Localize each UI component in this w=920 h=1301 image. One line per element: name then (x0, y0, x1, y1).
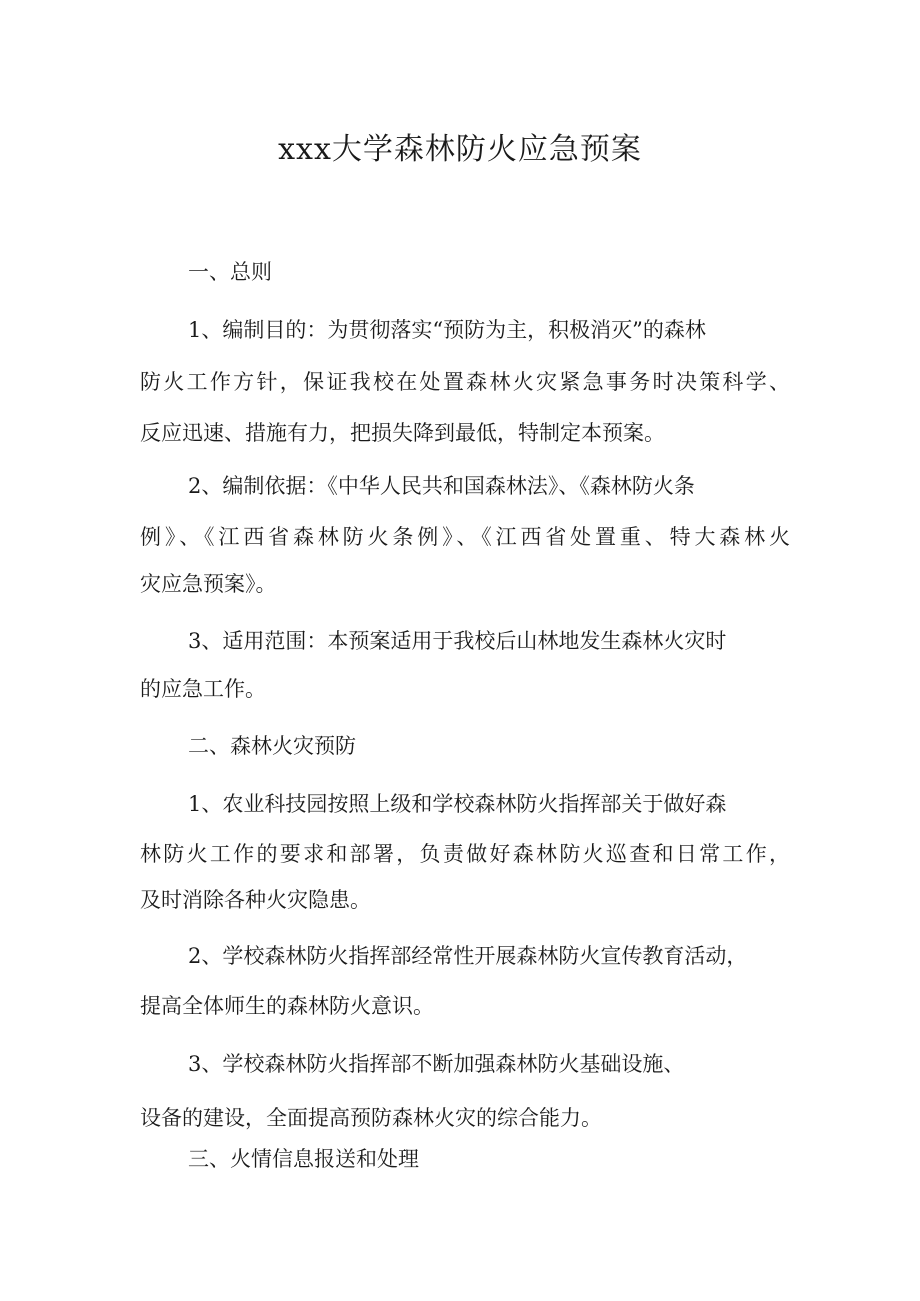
paragraph-line: 设备的建设，全面提高预防森林火灾的综合能力。 (140, 1106, 602, 1130)
section-heading-fire-reporting: 三、火情信息报送和处理 (188, 1147, 419, 1171)
paragraph-line: 3、学校森林防火指挥部不断加强森林防火基础设施、 (188, 1052, 685, 1076)
document-title: xxx大学森林防火应急预案 (278, 132, 642, 167)
paragraph-line: 3、适用范围：本预案适用于我校后山林地发生森林火灾时 (188, 629, 727, 653)
paragraph-line: 提高全体师生的森林防火意识。 (140, 994, 434, 1018)
section-heading-prevention: 二、森林火灾预防 (188, 734, 356, 758)
paragraph-line: 反应迅速、措施有力，把损失降到最低，特制定本预案。 (140, 421, 665, 445)
paragraph-line: 防火工作方针，保证我校在处置森林火灾紧急事务时决策科学、 (140, 370, 790, 394)
paragraph-line: 1、农业科技园按照上级和学校森林防火指挥部关于做好森 (188, 792, 727, 816)
paragraph-line: 的应急工作。 (140, 677, 266, 701)
paragraph-line: 及时消除各种火灾隐患。 (140, 888, 371, 912)
paragraph-line: 1、编制目的：为贯彻落实“预防为主，积极消灭”的森林 (188, 318, 706, 342)
paragraph-line: 例》、《江西省森林防火条例》、《江西省处置重、特大森林火 (140, 525, 790, 549)
paragraph-line: 林防火工作的要求和部署，负责做好森林防火巡查和日常工作， (140, 842, 790, 866)
paragraph-line: 灾应急预案》。 (140, 572, 277, 596)
paragraph-line: 2、编制依据：《中华人民共和国森林法》、《森林防火条 (188, 474, 695, 498)
section-heading-general: 一、总则 (188, 260, 272, 284)
paragraph-line: 2、学校森林防火指挥部经常性开展森林防火宣传教育活动， (188, 944, 748, 968)
